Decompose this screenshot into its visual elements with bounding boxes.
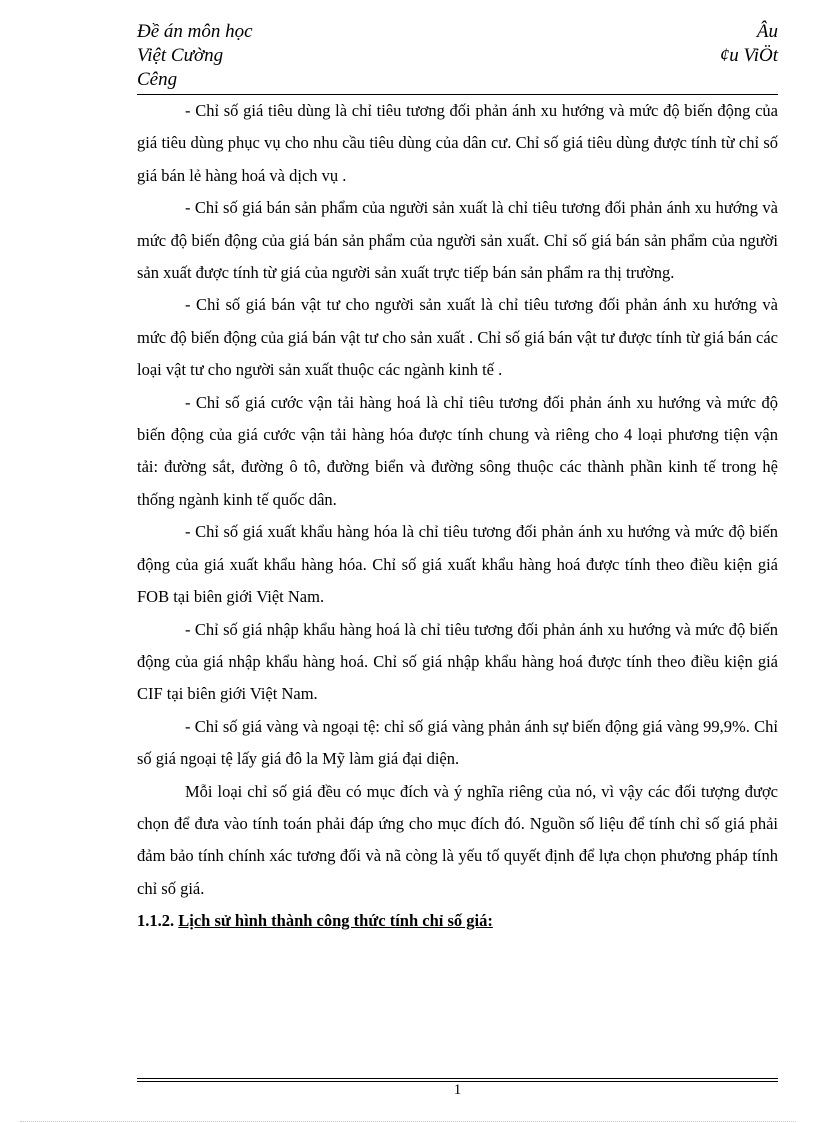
paragraph-export-price-index: - Chỉ số giá xuất khẩu hàng hóa là chỉ tiêu tương đối phản ánh xu hướng và mức độ biến động của giá xuất khẩu hàng hóa. Chỉ số giá xuất khẩu hàng hoá được tính theo điều kiện giá FOB tại biên giới Việt Nam. [137,522,778,607]
paragraph-import-price-index: - Chỉ số giá nhập khẩu hàng hoá là chỉ tiêu tương đối phản ánh xu hướng và mức độ biến động của giá nhập khẩu hàng hoá. Chỉ số giá nhập khẩu hàng hoá được tính theo điều kiện giá CIF tại biên giới Việt Nam. [137,619,778,704]
paragraph-freight-price-index: - Chỉ số giá cước vận tải hàng hoá là chỉ tiêu tương đối phản ánh xu hướng và mức độ biến động của giá cước vận tải hàng hóa được tính chung và riêng cho 4 loại phương tiện vận tải: đường sắt, đường ô tô, đường biển và đường sông thuộc các thành phần kinh tế trong hệ thống ngành kinh tế quốc dân. [137,392,778,509]
header-author-name: Việt Cường [137,45,224,66]
header-author-fragment-1: Âu [756,21,778,42]
header-author-fragment-3: Cêng [137,69,178,90]
footer-divider-top [137,1078,778,1079]
section-heading [137,905,778,937]
section-number: 1.1.2. [137,911,175,931]
page-number: 1 [453,1082,462,1098]
paragraph-material-price-index: - Chỉ số giá bán vật tư cho người sản xuất là chỉ tiêu tương đối phản ánh xu hướng và mức độ biến động của giá bán vật tư cho sản xuất . Chỉ số giá bán vật tư được tính từ giá bán các loại vật tư cho người sản xuất thuộc các ngành kinh tế . [137,295,778,380]
page-boundary-dots [20,1121,796,1122]
page-body [137,95,778,938]
section-title: Lịch sử hình thành công thức tính chỉ số giá: [178,911,493,931]
header-author-fragment-2: ¢u ViÖt [719,45,778,66]
paragraph-consumer-price-index: - Chỉ số giá tiêu dùng là chỉ tiêu tương đối phản ánh xu hướng và mức độ biến động của giá tiêu dùng phục vụ cho nhu cầu tiêu dùng của dân cư. Chỉ số giá tiêu dùng được tính từ chỉ số giá bán lẻ hàng hoá và dịch vụ . [137,101,778,185]
header-course-label: Đề án môn học [137,21,253,42]
paragraph-producer-price-index: - Chỉ số giá bán sản phẩm của người sản xuất là chỉ tiêu tương đối phản ánh xu hướng và mức độ biến động của giá bán sản phẩm của người sản xuất. Chỉ số giá bán sản phẩm của người sản xuất được tính từ giá của người sản xuất trực tiếp bán sản phẩm ra thị trường. [137,198,778,283]
paragraph-gold-currency-index: - Chỉ số giá vàng và ngoại tệ: chỉ số giá vàng phản ánh sự biến động giá vàng 99,9%. Chỉ số giá ngoại tệ lấy giá đô la Mỹ làm giá đại diện. [137,716,778,769]
paragraph-summary: Mỗi loại chỉ số giá đều có mục đích và ý nghĩa riêng của nó, vì vậy các đối tượng được chọn để đưa vào tính toán phải đáp ứng cho mục đích đó. Nguồn số liệu để tính chỉ số giá phải đảm bảo tính chính xác tương đối và nã còng là yếu tố quyết định để lựa chọn phương pháp tính chỉ số giá. [137,781,778,898]
